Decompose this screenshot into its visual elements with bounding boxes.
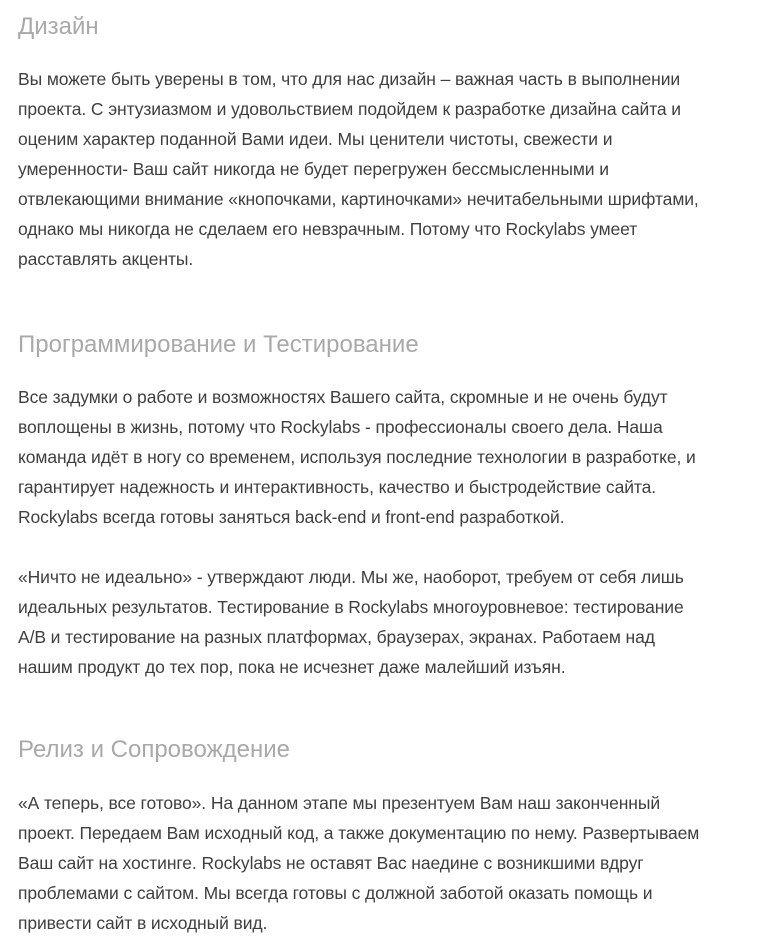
text-line: Rockylabs всегда готовы заняться back-end и front-end разработкой. bbox=[18, 507, 565, 527]
text-line: оценим характер поданной Вами идеи. Мы ценители чистоты, свежести и bbox=[18, 129, 613, 149]
text-line: воплощены в жизнь, потому что Rockylabs - профессионалы своего дела. Наша bbox=[18, 417, 663, 437]
text-line: Ваш сайт на хостинге. Rockylabs не оставят Вас наедине с возникшими вдруг bbox=[18, 853, 644, 873]
text-line: умеренности- Ваш сайт никогда не будет перегружен бессмысленными и bbox=[18, 159, 609, 179]
text-line: расставлять акценты. bbox=[18, 249, 194, 269]
section-title-design: Дизайн bbox=[18, 13, 99, 40]
section-text-testing bbox=[18, 562, 747, 682]
text-line: нашим продукт до тех пор, пока не исчезнет даже малейший изъян. bbox=[18, 657, 566, 677]
text-line: «Ничто не идеально» - утверждают люди. Мы же, наоборот, требуем от себя лишь bbox=[18, 567, 684, 587]
text-line: привести сайт в исходный вид. bbox=[18, 913, 268, 933]
text-line: команда идёт в ногу со временем, используя последние технологии в разработке, и bbox=[18, 447, 696, 467]
text-line: однако мы никогда не сделаем его невзрачным. Потому что Rockylabs умеет bbox=[18, 219, 638, 239]
text-line: «А теперь, все готово». На данном этапе мы презентуем Вам наш законченный bbox=[18, 793, 661, 813]
section-title-development: Программирование и Тестирование bbox=[18, 331, 419, 358]
text-line: А/В и тестирование на разных платформах, браузерах, экранах. Работаем над bbox=[18, 627, 655, 647]
text-line: проект. Передаем Вам исходный код, а также документацию по нему. Развертываем bbox=[18, 823, 700, 843]
text-line: проблемами с сайтом. Мы всегда готовы с должной заботой оказать помощь и bbox=[18, 883, 653, 903]
text-line: Все задумки о работе и возможностях Вашего сайта, скромные и не очень будут bbox=[18, 387, 668, 407]
section-title-release: Релиз и Сопровождение bbox=[18, 736, 291, 763]
text-line: гарантирует надежность и интерактивность, качество и быстродействие сайта. bbox=[18, 477, 657, 497]
text-line: Вы можете быть уверены в том, что для нас дизайн – важная часть в выполнении bbox=[18, 69, 681, 89]
text-line: идеальных результатов. Тестирование в Rockylabs многоуровневое: тестирование bbox=[18, 597, 684, 617]
text-line: проекта. С энтузиазмом и удовольствием подойдем к разработке дизайна сайта и bbox=[18, 99, 681, 119]
text-line: отвлекающими внимание «кнопочками, картиночками» нечитабельными шрифтами, bbox=[18, 189, 699, 209]
section-text-development bbox=[18, 382, 747, 532]
section-text-release bbox=[18, 788, 747, 938]
section-text-design bbox=[18, 64, 747, 274]
